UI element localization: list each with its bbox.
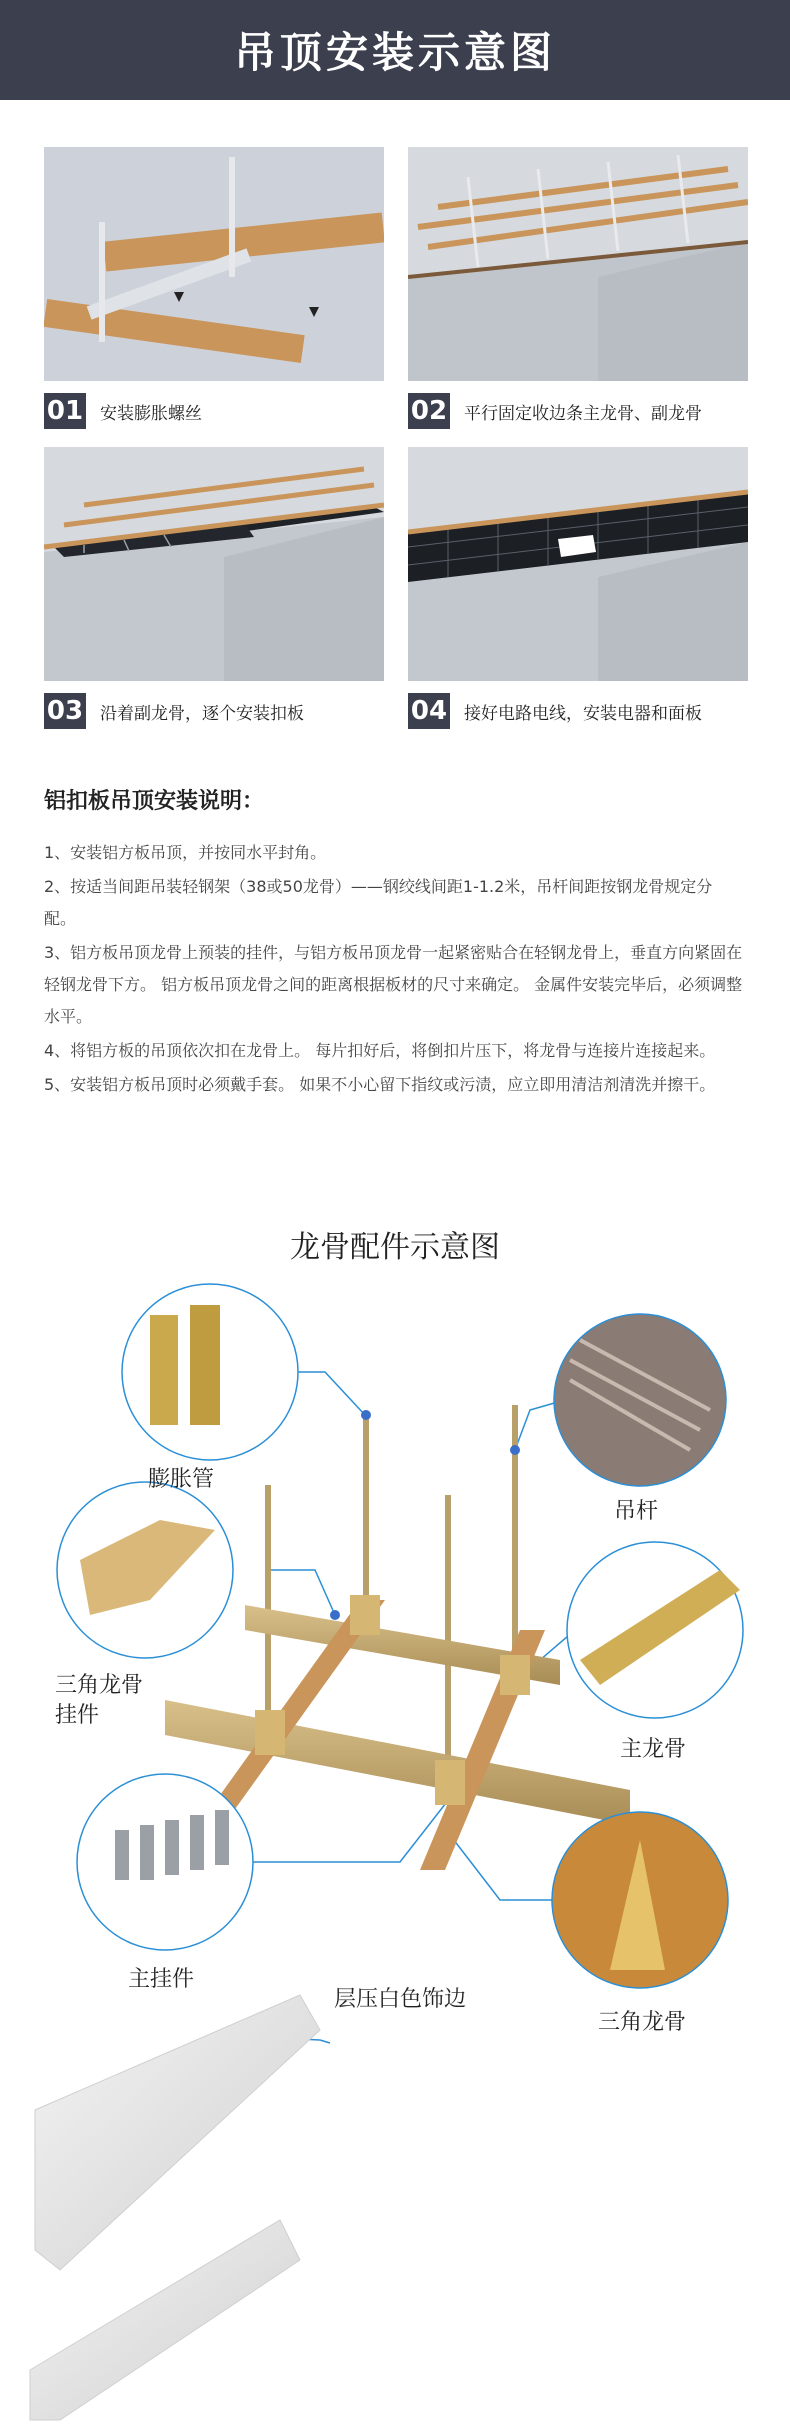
accessories-title: 龙骨配件示意图 [290, 1230, 500, 1265]
notes-item: 4、将铝方板的吊顶依次扣在龙骨上。 每片扣好后，将倒扣片压下，将龙骨与连接片连接起来。 [44, 1041, 716, 1060]
step-4-image [408, 447, 748, 681]
step-3 [44, 447, 384, 729]
step-2 [408, 147, 748, 429]
step-number: 03 [44, 693, 86, 729]
step-4 [408, 447, 748, 729]
step-caption: 平行固定收边条主龙骨、副龙骨 [464, 403, 702, 424]
step-number: 02 [408, 393, 450, 429]
keel-assembly-illustration [0, 1270, 790, 2424]
notes-item: 3、铝方板吊顶龙骨上预装的挂件，与铝方板吊顶龙骨一起紧密贴合在轻钢龙骨上，垂直方向紧固在轻钢龙骨下方。 铝方板吊顶龙骨之间的距离根据板材的尺寸来确定。 金属件安装完毕后，必须调整水平。 [44, 943, 743, 1026]
page-title: 吊顶安装示意图 [233, 28, 556, 77]
step-caption: 沿着副龙骨，逐个安装扣板 [100, 703, 304, 724]
step-2-image [408, 147, 748, 381]
notes-item: 5、安装铝方板吊顶时必须戴手套。 如果不小心留下指纹或污渍，应立即用清洁剂清洗并擦干。 [44, 1075, 716, 1094]
label-triangle-keel: 三角龙骨 [598, 2010, 687, 2035]
notes-item: 1、安装铝方板吊顶，并按同水平封角。 [44, 843, 327, 862]
step-1-image [44, 147, 384, 381]
step-caption: 安装膨胀螺丝 [100, 403, 202, 424]
notes-title: 铝扣板吊顶安装说明： [44, 789, 265, 814]
step-3-image [44, 447, 384, 681]
label-rod: 吊杆 [614, 1499, 659, 1524]
label-main-hanger: 主挂件 [128, 1967, 195, 1992]
step-1 [44, 147, 384, 429]
label-triangle-hanger-2: 挂件 [55, 1703, 100, 1728]
label-expansion-tube: 膨胀管 [148, 1467, 215, 1492]
label-edge-trim: 层压白色饰边 [334, 1987, 467, 2012]
step-caption: 接好电路电线，安装电器和面板 [464, 703, 702, 724]
accessories-diagram [0, 1270, 790, 2424]
step-number: 01 [44, 393, 86, 429]
label-triangle-hanger-1: 三角龙骨 [55, 1673, 144, 1698]
step-number: 04 [408, 693, 450, 729]
label-main-keel: 主龙骨 [620, 1737, 687, 1762]
notes-item: 2、按适当间距吊装轻钢架（38或50龙骨）——钢绞线间距1-1.2米，吊杆间距按钢龙骨规定分配。 [44, 877, 713, 928]
installation-notes [44, 784, 744, 1103]
header-banner [0, 0, 790, 100]
